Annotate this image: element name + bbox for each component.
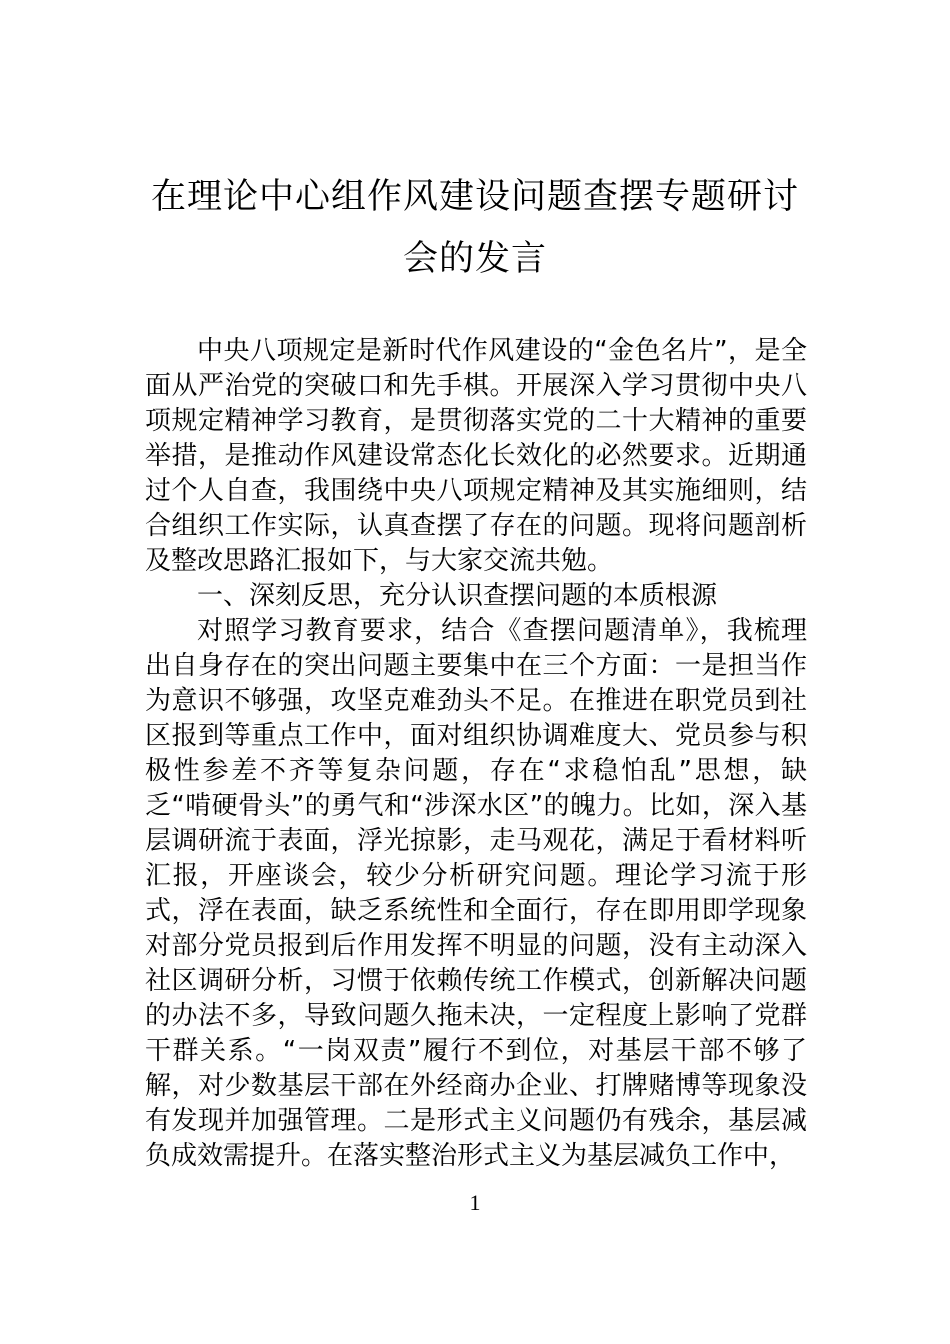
document-title: 在理论中心组作风建设问题查摆专题研讨会的发言 (150, 177, 799, 279)
page-number: 1 (469, 1190, 481, 1215)
paragraph-intro: 中央八项规定是新时代作风建设的“金色名片”，是全面从严治党的突破口和先手棋。开展深入学习贯彻中央八项规定精神学习教育，是贯彻落实党的二十大精神的重要举措，是推动作风建设常态化长效化的必然要求。近期通过个人自查，我围绕中央八项规定精神及其实施细则，结合组织工作实际，认真查摆了存在的问题。现将问题剖析及整改思路汇报如下，与大家交流共勉。 (145, 336, 807, 576)
paragraph-problems: 对照学习教育要求，结合《查摆问题清单》，我梳理出自身存在的突出问题主要集中在三个方面：一是担当作为意识不够强，攻坚克难劲头不足。在推进在职党员到社区报到等重点工作中，面对组织协调难度大、党员参与积极性参差不齐等复杂问题，存在“求稳怕乱”思想，缺乏“啃硬骨头”的勇气和“涉深水区”的魄力。比如，深入基层调研流于表面，浮光掠影，走马观花，满足于看材料听汇报，开座谈会，较少分析研究问题。理论学习流于形式，浮在表面，缺乏系统性和全面行，存在即用即学现象对部分党员报到后作用发挥不明显的问题，没有主动深入社区调研分析，习惯于依赖传统工作模式，创新解决问题的办法不多，导致问题久拖未决，一定程度上影响了党群干群关系。“一岗双责”履行不到位，对基层干部不够了解，对少数基层干部在外经商办企业、打牌赌博等现象没有发现并加强管理。二是形式主义问题仍有残余，基层减负成效需提升。在落实整治形式主义为基层减负工作中， (145, 616, 807, 1171)
section-heading-1: 一、深刻反思，充分认识查摆问题的本质根源 (197, 581, 718, 611)
document-body (145, 334, 807, 1174)
